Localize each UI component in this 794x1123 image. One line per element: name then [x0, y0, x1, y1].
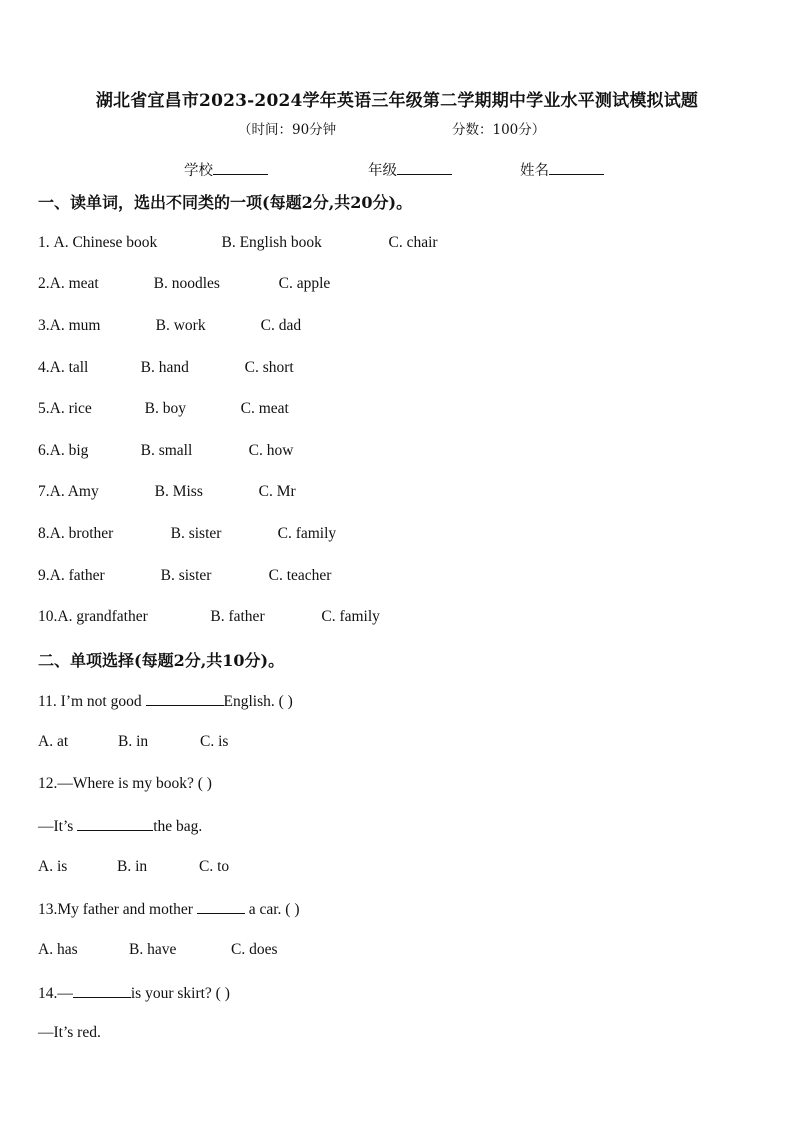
option-a: A. brother — [49, 525, 114, 542]
list-item — [38, 525, 336, 543]
option-b: B. sister — [160, 567, 212, 584]
list-item — [38, 400, 289, 418]
option-c: C. apple — [278, 275, 331, 292]
list-item — [38, 317, 301, 335]
option-c: C. dad — [260, 317, 302, 334]
option-b: B. small — [140, 442, 193, 459]
option-a: A. grandfather — [57, 608, 148, 625]
list-item — [38, 234, 438, 252]
option-c: C. teacher — [268, 567, 332, 584]
question-13-options — [38, 941, 278, 959]
question-number: 5. — [38, 400, 50, 417]
question-number: 8. — [38, 525, 50, 542]
question-text: 13.My father and mother — [38, 901, 197, 918]
question-number: 9. — [38, 567, 50, 584]
option-a: A. big — [49, 442, 89, 459]
time-info: （时间：90分钟 — [238, 122, 337, 138]
option-a: A. is — [38, 858, 68, 875]
option-c: C. chair — [388, 234, 438, 251]
option-a: A. father — [49, 567, 105, 584]
grade-label: 年级 — [368, 163, 397, 179]
option-b: B. work — [155, 317, 206, 334]
question-number: 1. — [38, 234, 54, 251]
question-number: 10. — [38, 608, 58, 625]
grade-field — [368, 159, 452, 180]
option-c: C. family — [277, 525, 337, 542]
option-c: C. to — [199, 858, 230, 875]
list-item — [38, 483, 296, 501]
option-b: B. sister — [170, 525, 222, 542]
option-a: A. meat — [49, 275, 99, 292]
question-number: 7. — [38, 483, 50, 500]
score-info: 分数：100分） — [452, 122, 546, 138]
question-12-options — [38, 858, 229, 876]
option-c: C. short — [244, 359, 294, 376]
question-14-response: —It’s red. — [38, 1024, 101, 1041]
question-text: 14.— — [38, 985, 73, 1002]
question-text-end: a car. ( ) — [244, 901, 300, 918]
list-item — [38, 442, 293, 460]
question-14 — [38, 983, 230, 1003]
option-b: B. in — [118, 733, 149, 750]
option-a: A. Chinese book — [53, 234, 158, 251]
list-item — [38, 567, 331, 585]
option-b: B. hand — [140, 359, 189, 376]
page-title: 湖北省宜昌市2023-2024学年英语三年级第二学期期中学业水平测试模拟试题 — [95, 91, 699, 111]
question-13 — [38, 899, 300, 919]
name-blank[interactable] — [549, 160, 604, 175]
option-b: B. in — [117, 858, 148, 875]
section-1-heading: 一、读单词，选出不同类的一项(每题2分,共20分)。 — [38, 193, 413, 212]
list-item — [38, 359, 294, 377]
question-number: 2. — [38, 275, 50, 292]
question-12-response — [38, 816, 202, 836]
question-text: 11. I’m not good — [38, 693, 146, 710]
option-b: B. English book — [221, 234, 322, 251]
option-c: C. is — [200, 733, 229, 750]
option-b: B. have — [129, 941, 177, 958]
answer-blank[interactable] — [73, 983, 131, 998]
option-a: A. Amy — [49, 483, 99, 500]
name-label: 姓名 — [520, 163, 549, 179]
name-field — [520, 159, 604, 180]
question-number: 4. — [38, 359, 50, 376]
list-item — [38, 275, 330, 293]
question-text: —It’s — [38, 818, 78, 835]
option-b: B. boy — [144, 400, 186, 417]
answer-blank[interactable] — [197, 899, 245, 914]
option-b: B. Miss — [154, 483, 203, 500]
option-b: B. noodles — [153, 275, 220, 292]
answer-blank[interactable] — [146, 691, 224, 706]
section-2-heading: 二、单项选择(每题2分,共10分)。 — [38, 651, 285, 670]
question-11-options — [38, 733, 228, 751]
option-c: C. meat — [240, 400, 289, 417]
school-field — [184, 159, 268, 180]
question-number: 3. — [38, 317, 50, 334]
grade-blank[interactable] — [397, 160, 452, 175]
option-a: A. at — [38, 733, 69, 750]
option-a: A. mum — [49, 317, 101, 334]
option-c: C. how — [248, 442, 294, 459]
list-item — [38, 608, 380, 626]
option-c: C. Mr — [258, 483, 296, 500]
option-a: A. rice — [49, 400, 92, 417]
option-b: B. father — [210, 608, 265, 625]
question-text-end: is your skirt? ( ) — [130, 985, 230, 1002]
option-a: A. tall — [49, 359, 89, 376]
answer-blank[interactable] — [77, 816, 153, 831]
school-blank[interactable] — [213, 160, 268, 175]
school-label: 学校 — [184, 163, 213, 179]
question-12: 12.—Where is my book? ( ) — [38, 775, 212, 792]
option-c: C. family — [321, 608, 380, 625]
option-c: C. does — [231, 941, 278, 958]
question-number: 6. — [38, 442, 50, 459]
question-11 — [38, 691, 293, 711]
question-text-end: the bag. — [153, 818, 203, 835]
question-text-end: English. ( ) — [223, 693, 293, 710]
option-a: A. has — [38, 941, 78, 958]
